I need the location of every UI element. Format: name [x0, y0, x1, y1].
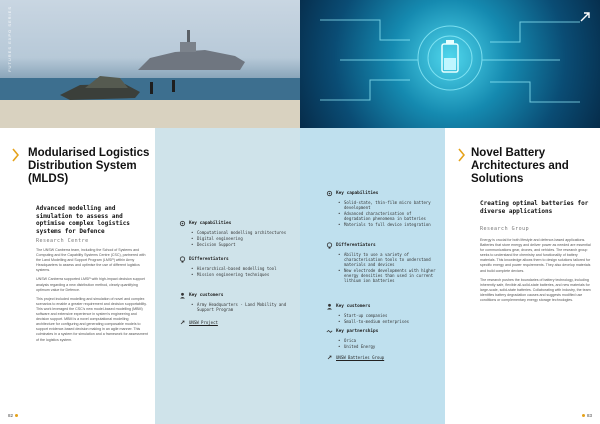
- right-paragraph-1: Energy is crucial for both lifestyle and defence-based applications. Batteries that store energy and deliver power as needed are essential for communications gear, drones, and vehicles. The research group seeks to understand the chemistry and functionality of battery materials. This knowledge allows them to design solutions tailored for specific energy and power requirements. They also develop materials and build complete devices.: [480, 238, 591, 273]
- right-capabilities-block: [326, 190, 440, 228]
- list-item: • Small-to-medium enterprises: [338, 319, 440, 324]
- left-page-subtitle: Advanced modelling and simulation to assess and optimise complex logistics systems for Defence: [36, 205, 130, 235]
- right-differentiators-list: [338, 252, 440, 283]
- list-item: • Ability to use a variety of characterisation tools to understand materials and devices: [338, 252, 440, 267]
- page-number-83: 83: [586, 413, 592, 418]
- list-item: • Decision Support: [191, 242, 297, 247]
- list-item: • Materials to full device integration: [338, 222, 440, 227]
- gear-icon: [179, 220, 186, 227]
- list-item: • Computational modelling architectures: [191, 230, 297, 235]
- left-differentiators-title: Differentiators: [189, 257, 229, 262]
- right-paragraph-2: The research pushes the boundaries of battery technology, including inherently safe, flexible all-solid-state batteries, and new materials for large-scale, solid-state batteries. Collaborating with industry, the team identifies battery degradation causes and suggests modified use conditions or complementary energy storage technologies.: [480, 277, 591, 303]
- right-customers-block: [326, 303, 440, 325]
- list-item: • Mission engineering techniques: [191, 272, 297, 277]
- right-page-subtitle: Creating optimal batteries for diverse applications: [480, 200, 589, 215]
- list-item: • Digital engineering: [191, 236, 297, 241]
- right-info-column: [300, 128, 445, 424]
- right-customers-title: Key customers: [336, 304, 371, 309]
- right-customers-heading: [326, 303, 440, 310]
- link-icon: [326, 354, 333, 361]
- left-page-body: [36, 248, 148, 347]
- left-differentiators-block: [179, 256, 297, 278]
- list-item: • Advanced characterisation of degradation phenomena in batteries: [338, 211, 440, 221]
- list-item: • Army Headquarters - Land Mobility and Support Program: [191, 302, 297, 312]
- list-item: • Hierarchical-based modelling tool: [191, 266, 297, 271]
- right-capabilities-heading: [326, 190, 440, 197]
- right-customers-list: [338, 313, 440, 324]
- left-text-column: [0, 128, 155, 424]
- handshake-icon: [326, 328, 333, 335]
- lightbulb-icon: [326, 242, 333, 249]
- people-icon: [179, 292, 186, 299]
- right-capabilities-list: [338, 200, 440, 227]
- right-page-source: Research Group: [480, 226, 530, 232]
- left-project-link[interactable]: [179, 319, 297, 326]
- page-number-82: 82: [8, 413, 14, 418]
- series-label: FUTURES EXPO SERIES: [7, 6, 12, 72]
- left-customers-list: [191, 302, 297, 312]
- right-capabilities-title: Key capabilities: [336, 191, 379, 196]
- right-link-label[interactable]: UNSW Batteries Group: [336, 355, 385, 360]
- chevron-right-icon: [458, 148, 465, 162]
- right-page-body: [480, 238, 592, 307]
- photo-circuit-graphic: [300, 0, 600, 128]
- left-link-label[interactable]: UNSW Project: [189, 320, 218, 325]
- left-capabilities-heading: [179, 220, 297, 227]
- list-item: • New electrode developments with higher energy densities than used in current lithium ion batteries: [338, 268, 440, 283]
- right-text-column: [445, 128, 600, 424]
- right-group-link[interactable]: [326, 354, 440, 361]
- chevron-right-icon: [12, 148, 19, 162]
- left-page-number: [8, 413, 20, 418]
- list-item: • United Energy: [338, 344, 440, 349]
- left-page-title: Modularised Logistics Distribution System (MLDS): [28, 147, 150, 185]
- left-paragraph-2: UNSW Canberra supported LMSP with high-impact decision support analysis regarding a new distribution method, clearly quantifying optimum value for Defence.: [36, 277, 145, 292]
- page-dot-icon: [582, 414, 585, 417]
- ship-scene-graphic: [0, 0, 300, 128]
- list-item: • Solid-state, thin-film micro battery development: [338, 200, 440, 210]
- left-differentiators-list: [191, 266, 297, 277]
- right-page-title: Novel Battery Architectures and Solutions: [471, 147, 569, 185]
- right-link-block[interactable]: [326, 354, 440, 361]
- left-page-source: Research Centre: [36, 238, 89, 244]
- left-customers-title: Key customers: [189, 293, 224, 298]
- left-capabilities-title: Key capabilities: [189, 221, 232, 226]
- lightbulb-icon: [179, 256, 186, 263]
- people-icon: [326, 303, 333, 310]
- photo-military-vessel: [0, 0, 300, 128]
- left-capabilities-block: [179, 220, 297, 248]
- left-paragraph-3: This project included modelling and simulation of novel and complex scenarios to enable a greater requirement and decision supportability. This work leveraged the CSC's new model-based modelling (MBM) software and extensive experience in system's engineering and decision support. MBM is a novel computational modelling architecture for configuring and generating composable models to support evidence-based decision making in an agile manner. This culminates in a system for simulation and a framework for assessment of the logistics system.: [36, 296, 148, 342]
- left-paragraph-1: The UNSW Canberra team, including the School of Systems and Computing and the Capability Systems Centre (CSC), partnered with the Land Modelling and Support Program (LMSP) within Army Headquarters to assess and optimise the use of different logistics systems.: [36, 248, 146, 273]
- right-partnerships-heading: [326, 328, 440, 335]
- right-partnerships-block: [326, 328, 440, 350]
- circuit-pattern-graphic: [300, 0, 600, 128]
- link-icon: [179, 319, 186, 326]
- list-item: • Start-up companies: [338, 313, 440, 318]
- right-page-number: [580, 413, 592, 418]
- gear-icon: [326, 190, 333, 197]
- right-partnerships-title: Key partnerships: [336, 329, 379, 334]
- left-customers-heading: [179, 292, 297, 299]
- left-capabilities-list: [191, 230, 297, 247]
- left-link-block[interactable]: [179, 319, 297, 326]
- right-differentiators-heading: [326, 242, 440, 249]
- left-differentiators-heading: [179, 256, 297, 263]
- right-differentiators-title: Differentiators: [336, 243, 376, 248]
- right-partnerships-list: [338, 338, 440, 349]
- list-item: • Orica: [338, 338, 440, 343]
- right-differentiators-block: [326, 242, 440, 284]
- share-icon[interactable]: [578, 10, 592, 24]
- page-dot-icon: [15, 414, 18, 417]
- left-info-column: [155, 128, 300, 424]
- left-customers-block: [179, 292, 297, 313]
